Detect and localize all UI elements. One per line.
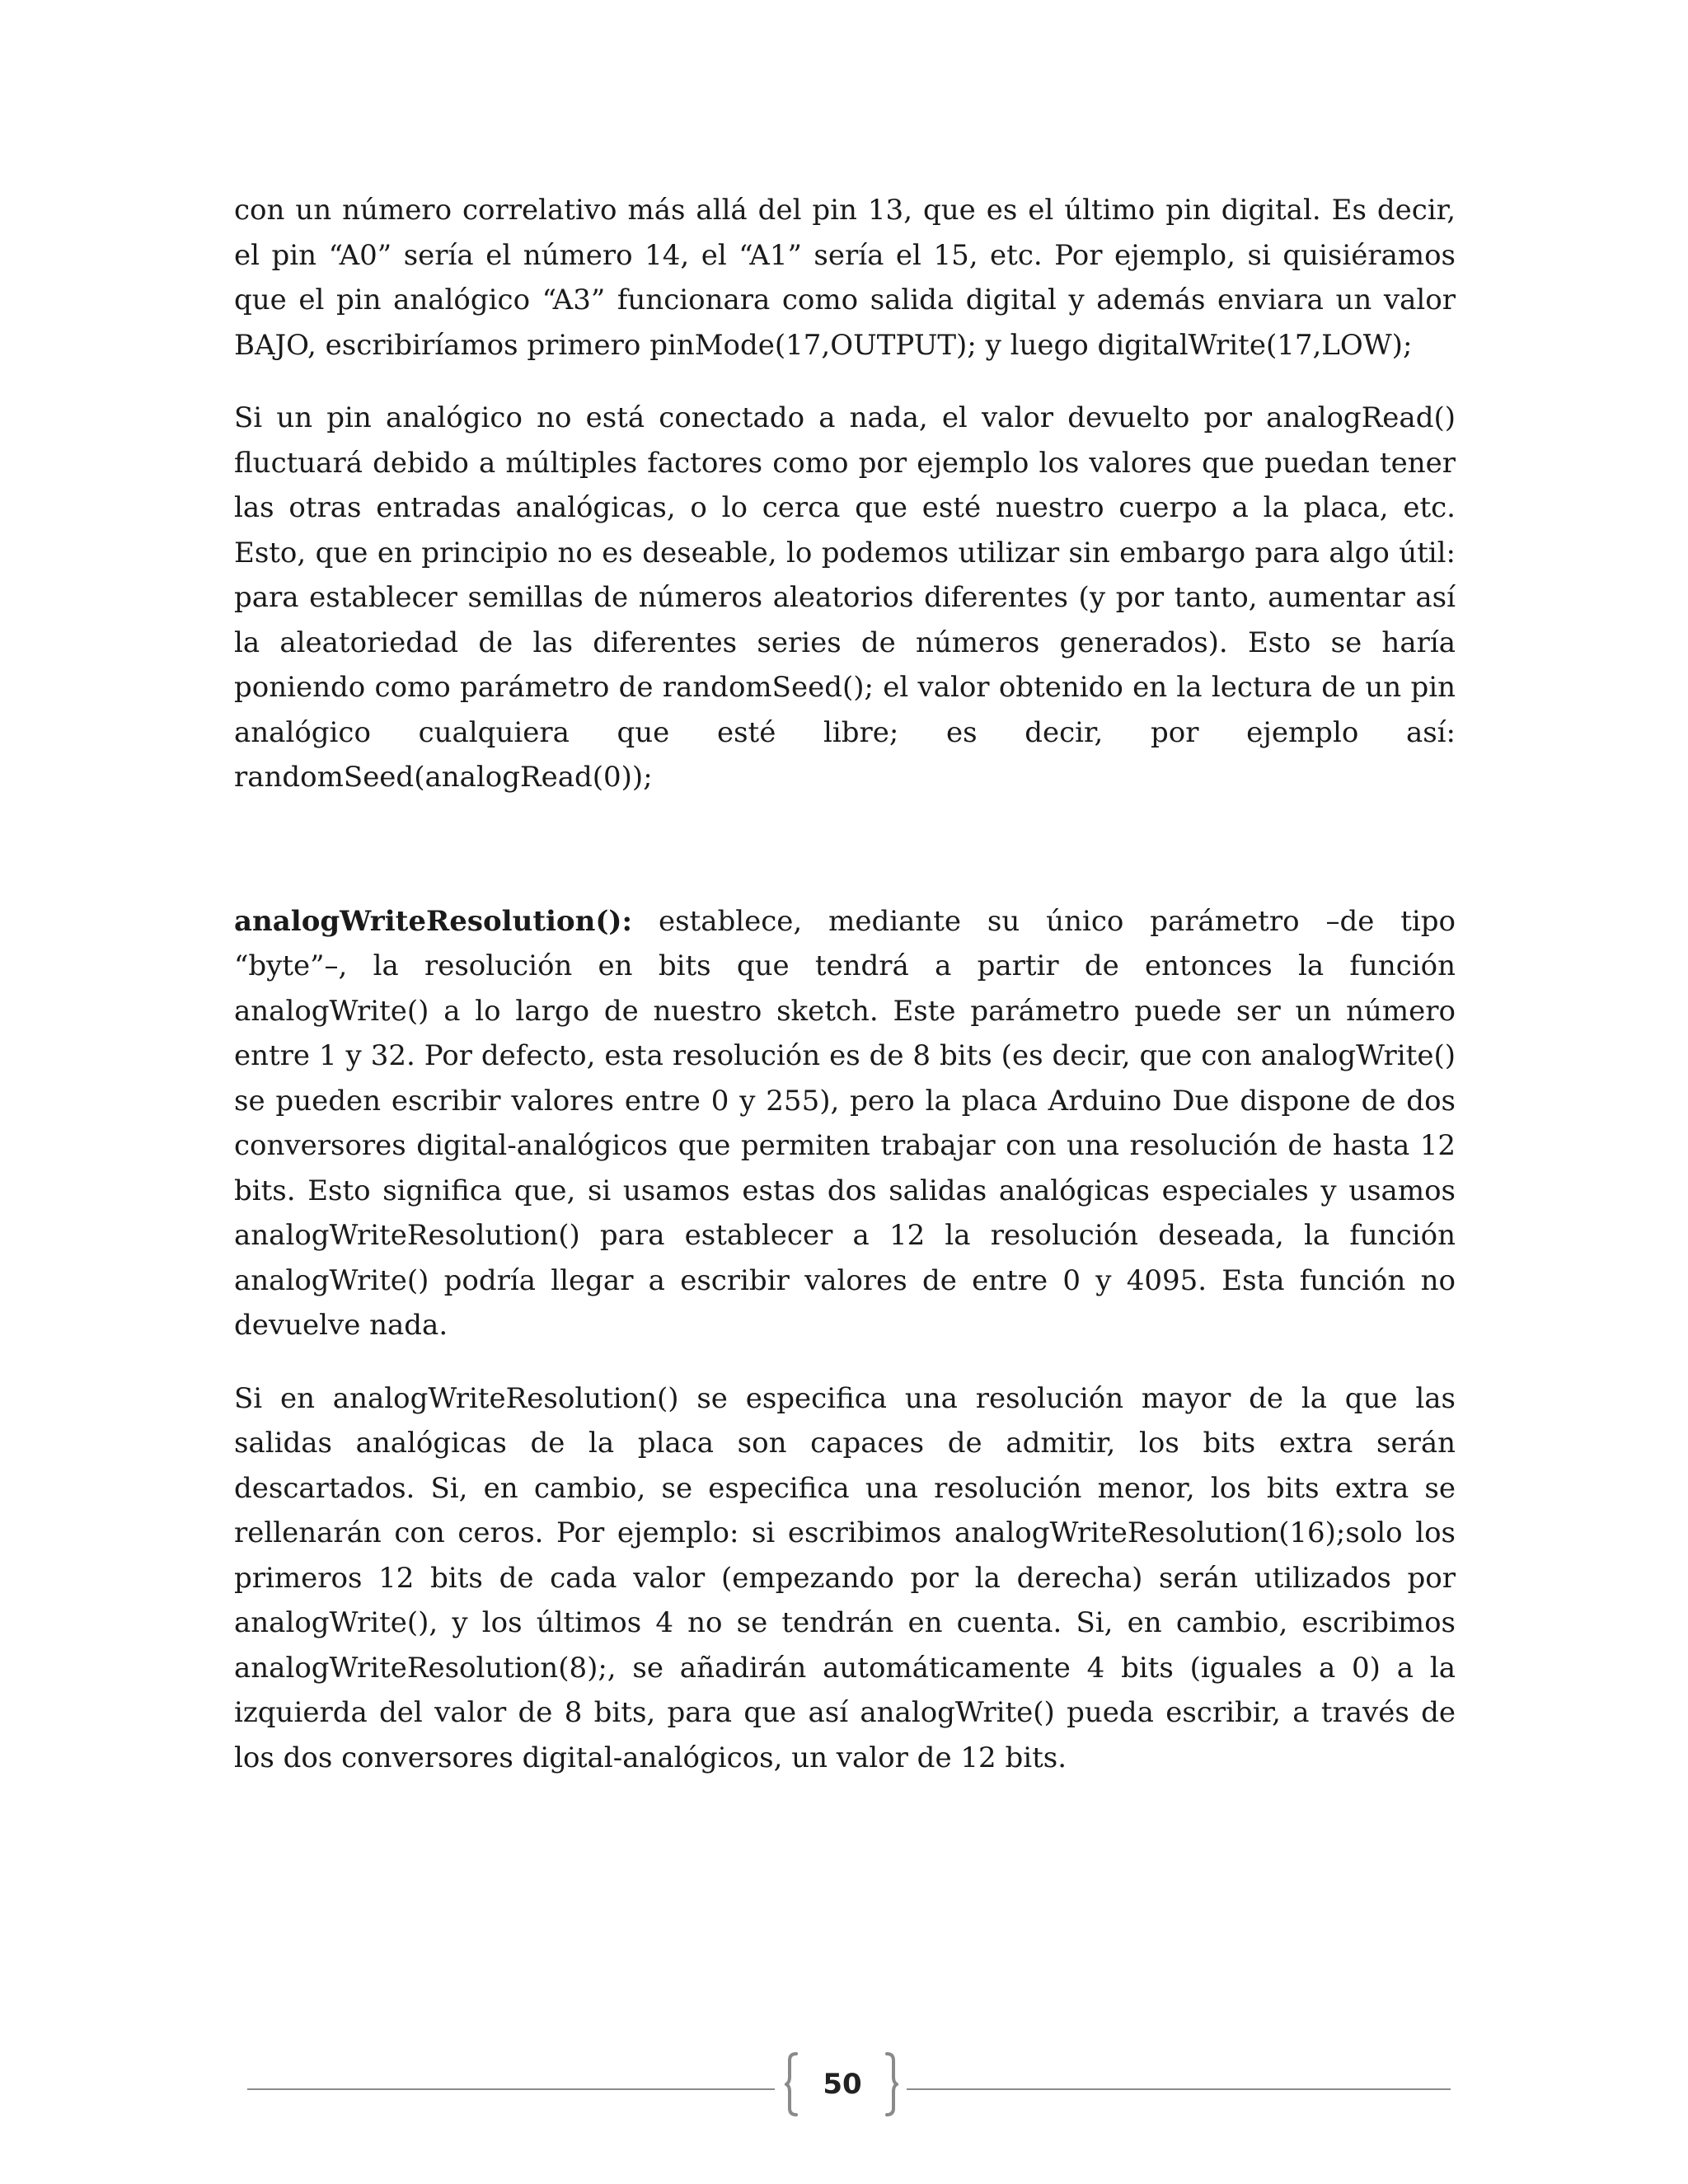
section-spacer — [234, 800, 1456, 899]
function-term: analogWriteResolution(): — [234, 904, 633, 938]
page-number: 50 — [823, 2068, 862, 2101]
paragraph-floating-pin: Si un pin analógico no está conectado a nada, el valor devuelto por analogRead() fluctuará debido a múltiples factores como por ejemplo los valores que puedan tener las otras entradas analógicas, o lo cerca que esté nuestro cuerpo a la placa, etc. Esto, que en principio no es deseable, lo podemos utilizar sin embargo para algo útil: para establecer semillas de números aleatorios diferentes (y por tanto, aumentar así la aleatoriedad de las diferentes series de números generados). Esto se haría poniendo como parámetro de randomSeed(); el valor obtenido en la lectura de un pin analógico cualquiera que esté libre; es decir, por ejemplo así: randomSeed(analogRead(0)); — [234, 401, 1456, 794]
paragraph-spacer — [234, 368, 1456, 396]
right-bracket-icon — [884, 2052, 898, 2116]
left-bracket-icon — [785, 2052, 799, 2116]
paragraph-pin-numbering: con un número correlativo más allá del pin 13, que es el último pin digital. Es decir, el pin “A0” sería el número 14, el “A1” sería el 15, etc. Por ejemplo, si quisiéramos que el pin analógico “A3” funcionara como salida digital y además enviara un valor BAJO, escribiríamos primero pinMode(17,OUTPUT); y luego digitalWrite(17,LOW); — [234, 194, 1456, 362]
paragraph-spacer — [234, 1348, 1456, 1376]
page-footer — [247, 2052, 1451, 2126]
paragraph-resolution-details: Si en analogWriteResolution() se especifica una resolución mayor de la que las salidas analógicas de la placa son capaces de admitir, los bits extra serán descartados. Si, en cambio, se especifica una resolución menor, los bits extra se rellenarán con ceros. Por ejemplo: si escribimos analogWriteResolution(16);solo los primeros 12 bits de cada valor (empezando por la derecha) serán utilizados por analogWrite(), y los últimos 4 no se tendrán en cuenta. Si, en cambio, escribimos analogWriteResolution(8);, se añadirán automáticamente 4 bits (iguales a 0) a la izquierda del valor de 8 bits, para que así analogWrite() pueda escribir, a través de los dos conversores digital-analógicos, un valor de 12 bits. — [234, 1381, 1456, 1774]
page-body — [234, 188, 1456, 1780]
function-description: establece, mediante su único parámetro –de tipo “byte”–, la resolución en bits que tendrá a partir de entonces la función analogWrite() a lo largo de nuestro sketch. Este parámetro puede ser un número entre 1 y 32. Por defecto, esta resolución es de 8 bits (es decir, que con analogWrite() se pueden escribir valores entre 0 y 255), pero la placa Arduino Due dispone de dos conversores digital-analógicos que permiten trabajar con una resolución de hasta 12 bits. Esto significa que, si usamos estas dos salidas analógicas especiales y usamos analogWriteResolution() para establecer a 12 la resolución deseada, la función analogWrite() podría llegar a escribir valores de entre 0 y 4095. Esta función no devuelve nada. — [234, 904, 1456, 1342]
footer-rule-left — [247, 2088, 775, 2090]
footer-rule-right — [907, 2088, 1451, 2090]
paragraph-analogwriteresolution — [234, 899, 1456, 1348]
